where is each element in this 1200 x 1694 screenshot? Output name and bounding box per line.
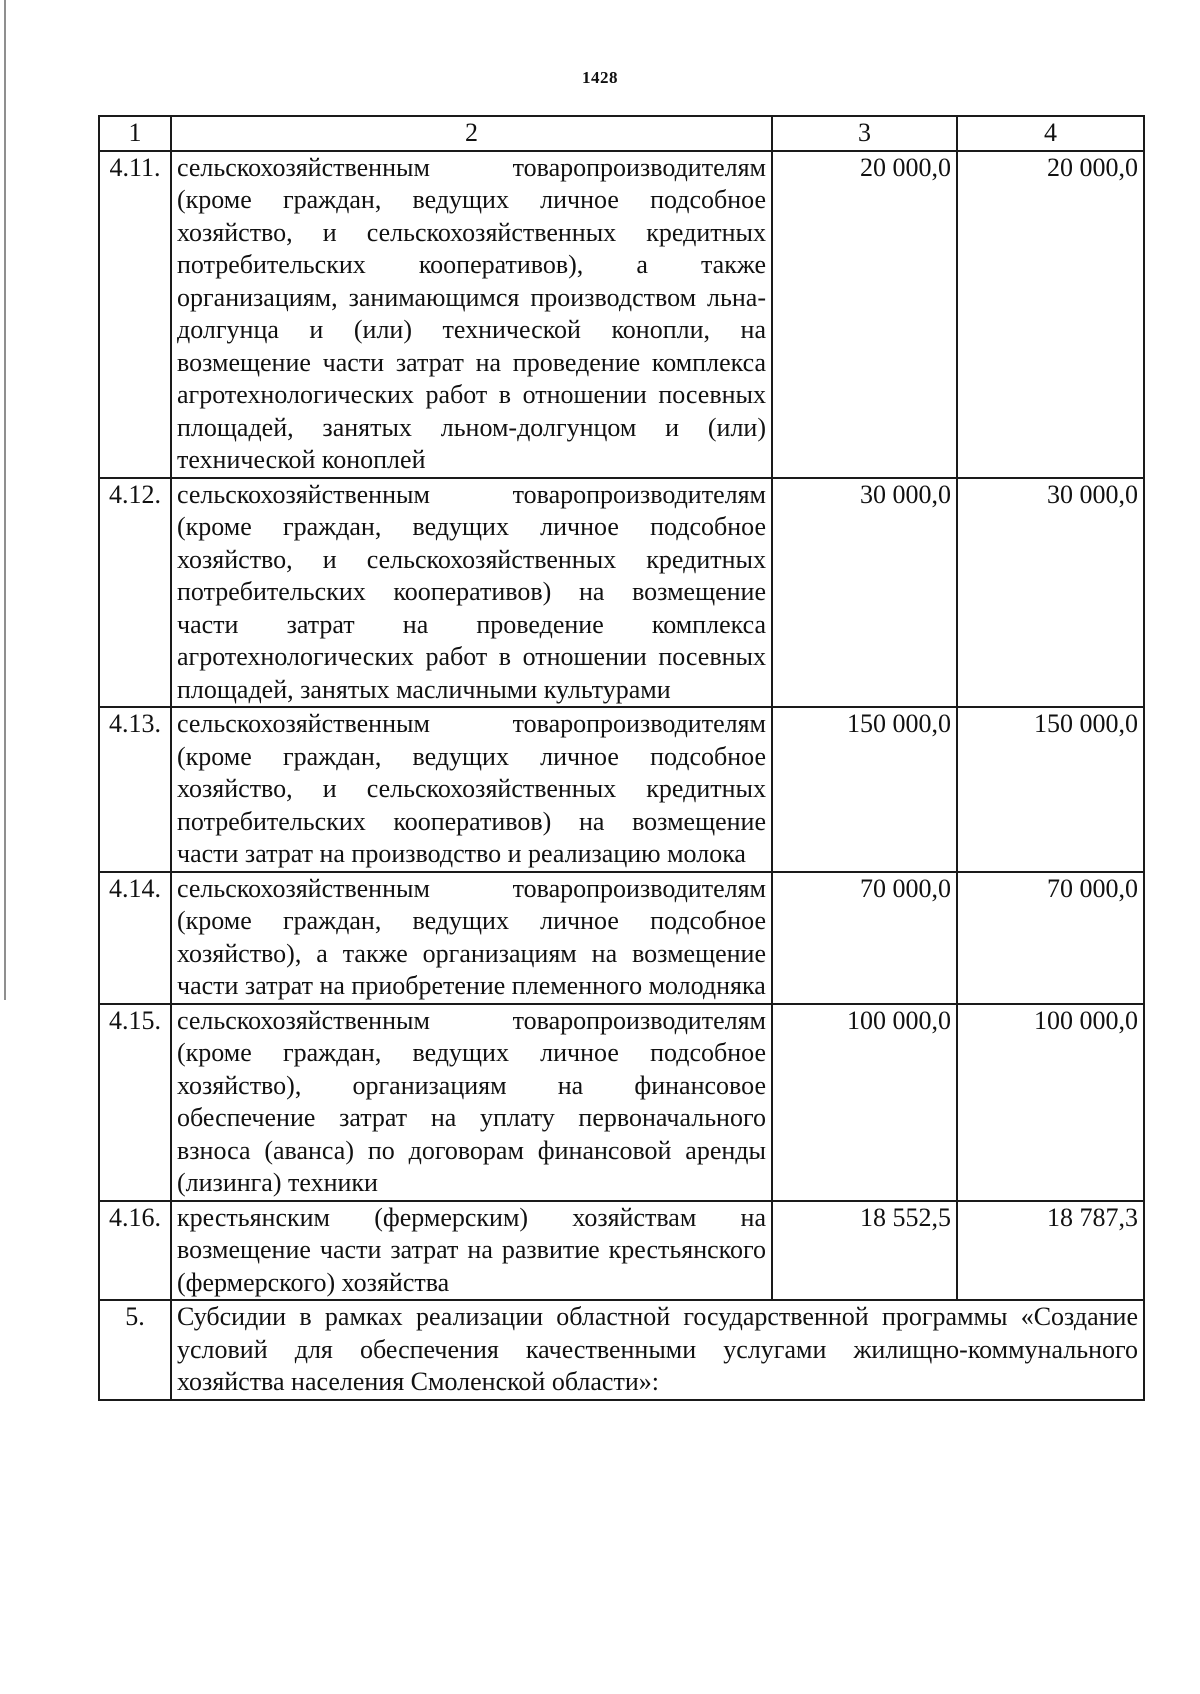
row-amount-col3: 20 000,0 xyxy=(772,151,957,478)
row-amount-col3: 150 000,0 xyxy=(772,707,957,872)
row-description: крестьянским (фермерским) хозяйствам на возмещение части затрат на развитие крестьянского (фермерского) хозяйства xyxy=(171,1201,772,1301)
table-row xyxy=(99,1004,1144,1201)
page-number: 1428 xyxy=(582,68,618,87)
table-row xyxy=(99,151,1144,478)
header-col-4: 4 xyxy=(957,116,1144,151)
row-number: 4.12. xyxy=(99,478,171,708)
row-number: 4.16. xyxy=(99,1201,171,1301)
header-col-1: 1 xyxy=(99,116,171,151)
row-number: 4.15. xyxy=(99,1004,171,1201)
table-row xyxy=(99,872,1144,1004)
row-description: сельскохозяйственным товаропроизводителям (кроме граждан, ведущих личное подсобное хозяйство), организациям на финансовое обеспечение затрат на уплату первоначального взноса (аванса) по договорам финансовой аренды (лизинга) техники xyxy=(171,1004,772,1201)
row-amount-col3: 18 552,5 xyxy=(772,1201,957,1301)
row-amount-col4: 20 000,0 xyxy=(957,151,1144,478)
section-description: Субсидии в рамках реализации областной государственной программы «Создание условий для обеспечения качественными услугами жилищно-коммунального хозяйства населения Смоленской области»: xyxy=(171,1300,1144,1400)
row-amount-col4: 30 000,0 xyxy=(957,478,1144,708)
row-amount-col4: 150 000,0 xyxy=(957,707,1144,872)
row-amount-col3: 70 000,0 xyxy=(772,872,957,1004)
row-amount-col4: 70 000,0 xyxy=(957,872,1144,1004)
section-number: 5. xyxy=(99,1300,171,1400)
row-amount-col3: 30 000,0 xyxy=(772,478,957,708)
row-number: 4.14. xyxy=(99,872,171,1004)
row-number: 4.11. xyxy=(99,151,171,478)
row-amount-col4: 18 787,3 xyxy=(957,1201,1144,1301)
table-row xyxy=(99,478,1144,708)
table-row xyxy=(99,707,1144,872)
row-number: 4.13. xyxy=(99,707,171,872)
row-description: сельскохозяйственным товаропроизводителям (кроме граждан, ведущих личное подсобное хозяйство, и сельскохозяйственных кредитных потребительских кооперативов) на возмещение части затрат на проведение комплекса агротехнологических работ в отношении посевных площадей, занятых масличными культурами xyxy=(171,478,772,708)
budget-table xyxy=(98,115,1145,1401)
row-description: сельскохозяйственным товаропроизводителям (кроме граждан, ведущих личное подсобное хозяйство, и сельскохозяйственных кредитных потребительских кооперативов), а также организациям, занимающимся производством льна-долгунца и (или) технической конопли, на возмещение части затрат на проведение комплекса агротехнологических работ в отношении посевных площадей, занятых льном-долгунцом и (или) технической коноплей xyxy=(171,151,772,478)
row-amount-col3: 100 000,0 xyxy=(772,1004,957,1201)
scan-left-edge xyxy=(4,0,6,1000)
table-header-row xyxy=(99,116,1144,151)
section-row xyxy=(99,1300,1144,1400)
header-col-3: 3 xyxy=(772,116,957,151)
header-col-2: 2 xyxy=(171,116,772,151)
row-amount-col4: 100 000,0 xyxy=(957,1004,1144,1201)
row-description: сельскохозяйственным товаропроизводителям (кроме граждан, ведущих личное подсобное хозяйство, и сельскохозяйственных кредитных потребительских кооперативов) на возмещение части затрат на производство и реализацию молока xyxy=(171,707,772,872)
row-description: сельскохозяйственным товаропроизводителям (кроме граждан, ведущих личное подсобное хозяйство), а также организациям на возмещение части затрат на приобретение племенного молодняка xyxy=(171,872,772,1004)
table-row xyxy=(99,1201,1144,1301)
